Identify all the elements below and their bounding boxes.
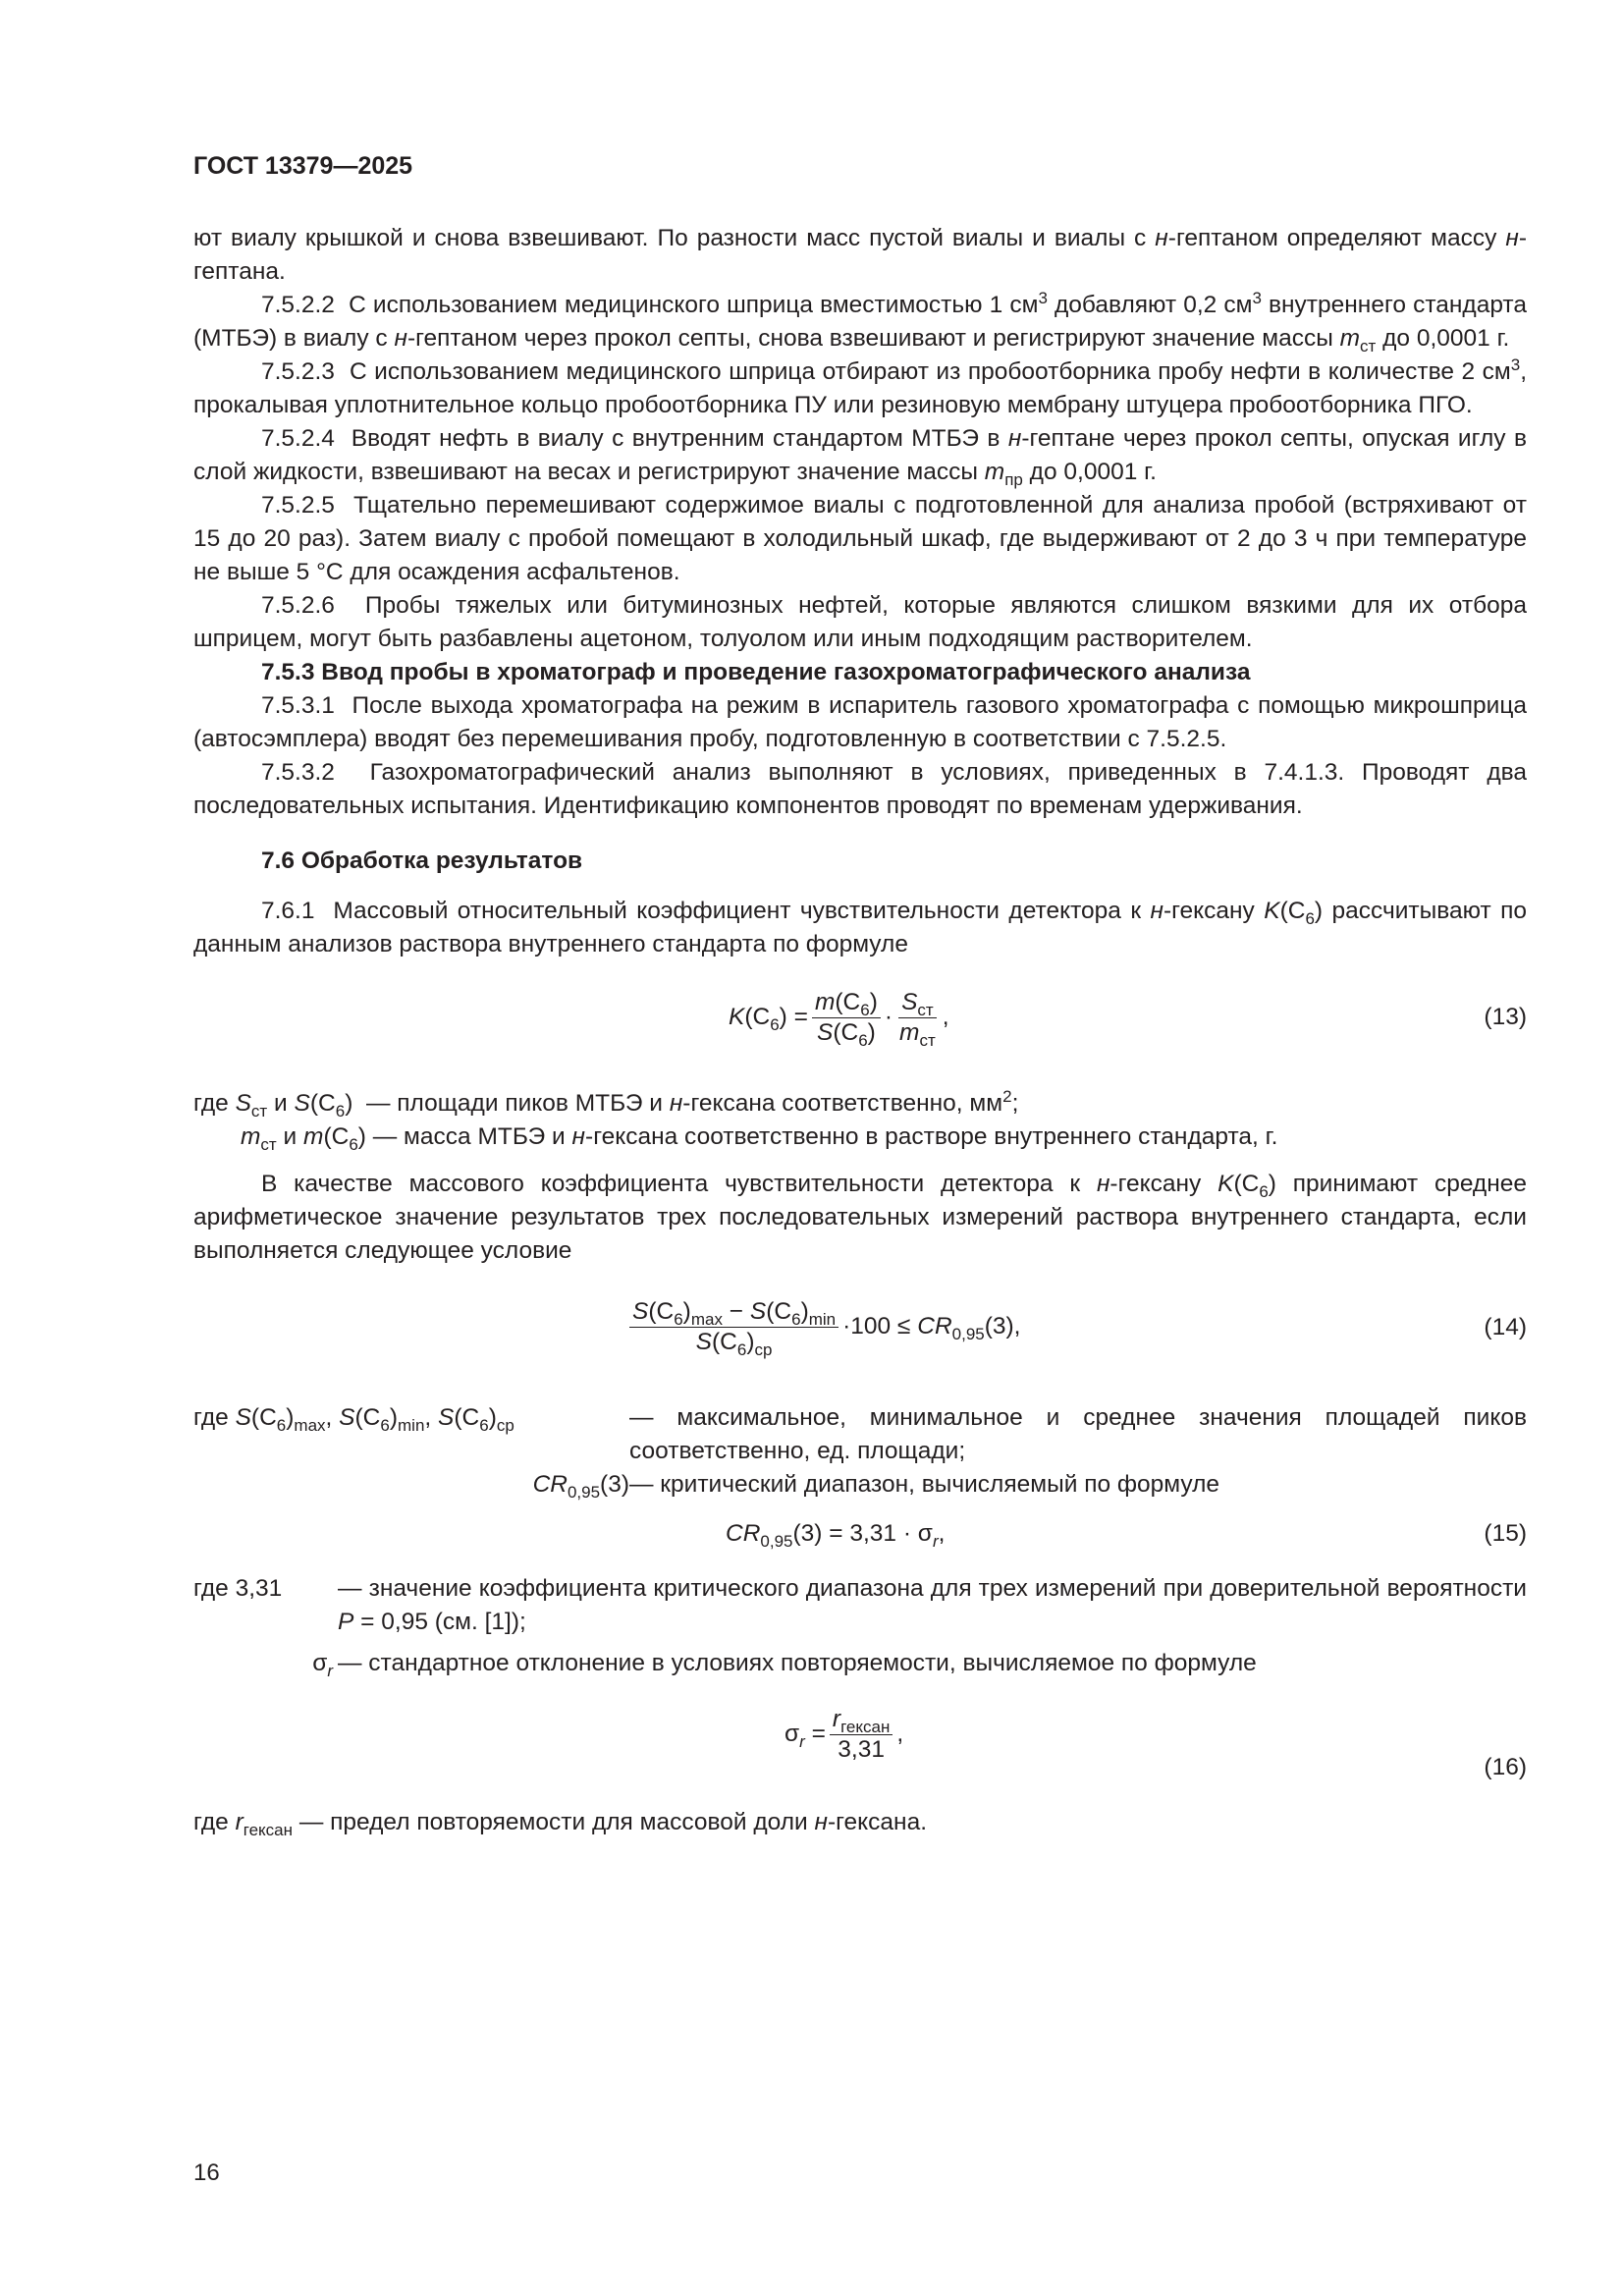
where-14a bbox=[193, 1401, 1527, 1468]
where-13a-label: где $S_{ст}$ и $S(C_6)$ bbox=[193, 1090, 360, 1121]
page-number: 16 bbox=[193, 2159, 220, 2186]
formula-15-body: $CR_{0,95}(3) = 3,31 \cdot \sigma_r$, bbox=[726, 1520, 946, 1551]
formula-16-number: (16) bbox=[1484, 1754, 1527, 1780]
where-14b bbox=[193, 1468, 1527, 1502]
paragraph-7-5-2-5: 7.5.2.5 Тщательно перемешивают содержимое виалы с подготовленной для анализа пробой (встряхивают от 15 до 20 раз). Затем виалу с пробой помещают в холодильный шкаф, где выдерживают от 2 до 3 ч при температуре не выше 5 °С для осаждения асфальтенов. bbox=[193, 492, 1527, 585]
where-13b-text: — масса МТБЭ и н-гексана соответственно в растворе внутреннего стандарта, г. bbox=[372, 1123, 1278, 1150]
where-13b-label: $m_{ст}$ и $m(C_6)$ bbox=[241, 1123, 373, 1154]
formula-14-number: (14) bbox=[1484, 1314, 1527, 1340]
formula-16 bbox=[193, 1700, 1527, 1790]
formula-13-number: (13) bbox=[1484, 1004, 1527, 1030]
where-13b bbox=[193, 1121, 1527, 1154]
where-15a bbox=[193, 1572, 1527, 1639]
where-16 bbox=[193, 1806, 1527, 1839]
formula-16-fraction: $\frac{r_{гексан}}{3,31}$ bbox=[830, 1705, 893, 1765]
document-body bbox=[193, 222, 1527, 1839]
paragraph-7-5-2-2: 7.5.2.2 С использованием медицинского шприца вместимостью 1 $см^3$ добавляют 0,2 $см^3$ внутреннего стандарта (МТБЭ) в виалу с н-гептаном через прокол септы, снова взвешивают и регистрируют значение массы $m_{ст}$ до 0,0001 г. bbox=[193, 288, 1527, 355]
where-13a bbox=[193, 1087, 1527, 1121]
paragraph-continuation: ют виалу крышкой и снова взвешивают. По разности масс пустой виалы и виалы с н-гептаном определяют массу н-гептана. bbox=[193, 225, 1527, 285]
paragraph-7-5-3-2: 7.5.3.2 Газохроматографический анализ выполняют в условиях, приведенных в 7.4.1.3. Проводят два последовательных испытания. Идентификацию компонентов проводят по временам удерживания. bbox=[193, 759, 1527, 819]
where-15b-label: $\sigma_r$ bbox=[312, 1650, 333, 1680]
where-14a-text: — максимальное, минимальное и среднее значения площадей пиков соответственно, ед. площади; bbox=[629, 1404, 1527, 1464]
paragraph-7-5-2-6: 7.5.2.6 Пробы тяжелых или битуминозных нефтей, которые являются слишком вязкими для их отбора шприцем, могут быть разбавлены ацетоном, толуолом или иным подходящим растворителем. bbox=[193, 592, 1527, 652]
paragraph-7-6-1: 7.6.1 Массовый относительный коэффициент чувствительности детектора к н-гексану $K(C_6)$ рассчитывают по данным анализов раствора внутреннего стандарта по формуле bbox=[193, 898, 1527, 957]
formula-13-fraction-2: $\frac{S_{ст}}{m_{ст}}$ bbox=[899, 988, 936, 1050]
document-header: ГОСТ 13379—2025 bbox=[193, 152, 413, 180]
formula-14-fraction: $\frac{S(C_6)_{max} - S(C_6)_{min}}{S(C_6)_{ср}}$ bbox=[629, 1297, 839, 1357]
where-14b-label: $CR_{0,95}(3)$ bbox=[532, 1471, 629, 1502]
formula-14 bbox=[193, 1282, 1527, 1372]
where-13a-text: — площади пиков МТБЭ и н-гексана соответственно, $мм^2$; bbox=[359, 1086, 1019, 1117]
formula-16-body: $\sigma_r$ = $\frac{r_{гексан}}{3,31}$ , bbox=[784, 1705, 904, 1763]
formula-15 bbox=[193, 1509, 1527, 1558]
paragraph-7-5-3-1: 7.5.3.1 После выхода хроматографа на режим в испаритель газового хроматографа с помощью микрошприца (автосэмплера) вводят без перемешивания пробу, подготовленную в соответствии с 7.5.2.5. bbox=[193, 692, 1527, 752]
where-15b bbox=[193, 1647, 1527, 1680]
formula-13-fraction-1: $\frac{m(C_6)}{S(C_6)}$ bbox=[812, 988, 881, 1048]
formula-13 bbox=[193, 975, 1527, 1060]
where-16-text: — предел повторяемости для массовой доли н-гексана. bbox=[298, 1809, 928, 1835]
where-15b-text: — стандартное отклонение в условиях повторяемости, вычисляемое по формуле bbox=[338, 1650, 1257, 1676]
formula-15-number: (15) bbox=[1484, 1520, 1527, 1547]
formula-14-body: $\frac{S(C_6)_{max} - S(C_6)_{min}}{S(C_6)_{ср}}$ $\cdot 100 \le CR_{0,95}(3)$, bbox=[625, 1282, 1020, 1372]
where-16-label: где $r_{гексан}$ bbox=[193, 1809, 294, 1839]
where-15a-label: где 3,31 bbox=[193, 1575, 283, 1602]
where-15a-text: — значение коэффициента критического диапазона для трех измерений при доверительной вероятности P = 0,95 (см. [1]); bbox=[338, 1575, 1527, 1635]
paragraph-7-5-2-4: 7.5.2.4 Вводят нефть в виалу с внутренним стандартом МТБЭ в н-гептане через прокол септы, опуская иглу в слой жидкости, взвешивают на весах и регистрируют значение массы $m_{пр}$ до 0,0001 г. bbox=[193, 425, 1527, 489]
where-14a-label: где $S(C_6)_{max}$, $S(C_6)_{min}$, $S(C_6)_{ср}$ bbox=[193, 1404, 514, 1435]
heading-7-5-3: 7.5.3 Ввод пробы в хроматограф и проведение газохроматографического анализа bbox=[261, 659, 1251, 685]
where-14b-text: — критический диапазон, вычисляемый по формуле bbox=[629, 1471, 1220, 1498]
heading-7-6: 7.6 Обработка результатов bbox=[261, 847, 583, 874]
paragraph-7-5-2-3: 7.5.2.3 С использованием медицинского шприца отбирают из пробоотборника пробу нефти в количестве 2 $см^3$, прокалывая уплотнительное кольцо пробоотборника ПУ или резиновую мембрану штуцера пробоотборника ПГО. bbox=[193, 355, 1527, 418]
formula-13-body: $K(C_6)$ = $\frac{m(C_6)}{S(C_6)}$ · $\frac{S_{ст}}{m_{ст}}$ , bbox=[729, 988, 949, 1050]
paragraph-acceptance: В качестве массового коэффициента чувствительности детектора к н-гексану $K(C_6)$ принимают среднее арифметическое значение результатов трех последовательных измерений раствора внутреннего стандарта, если выполняется следующее условие bbox=[193, 1171, 1527, 1264]
